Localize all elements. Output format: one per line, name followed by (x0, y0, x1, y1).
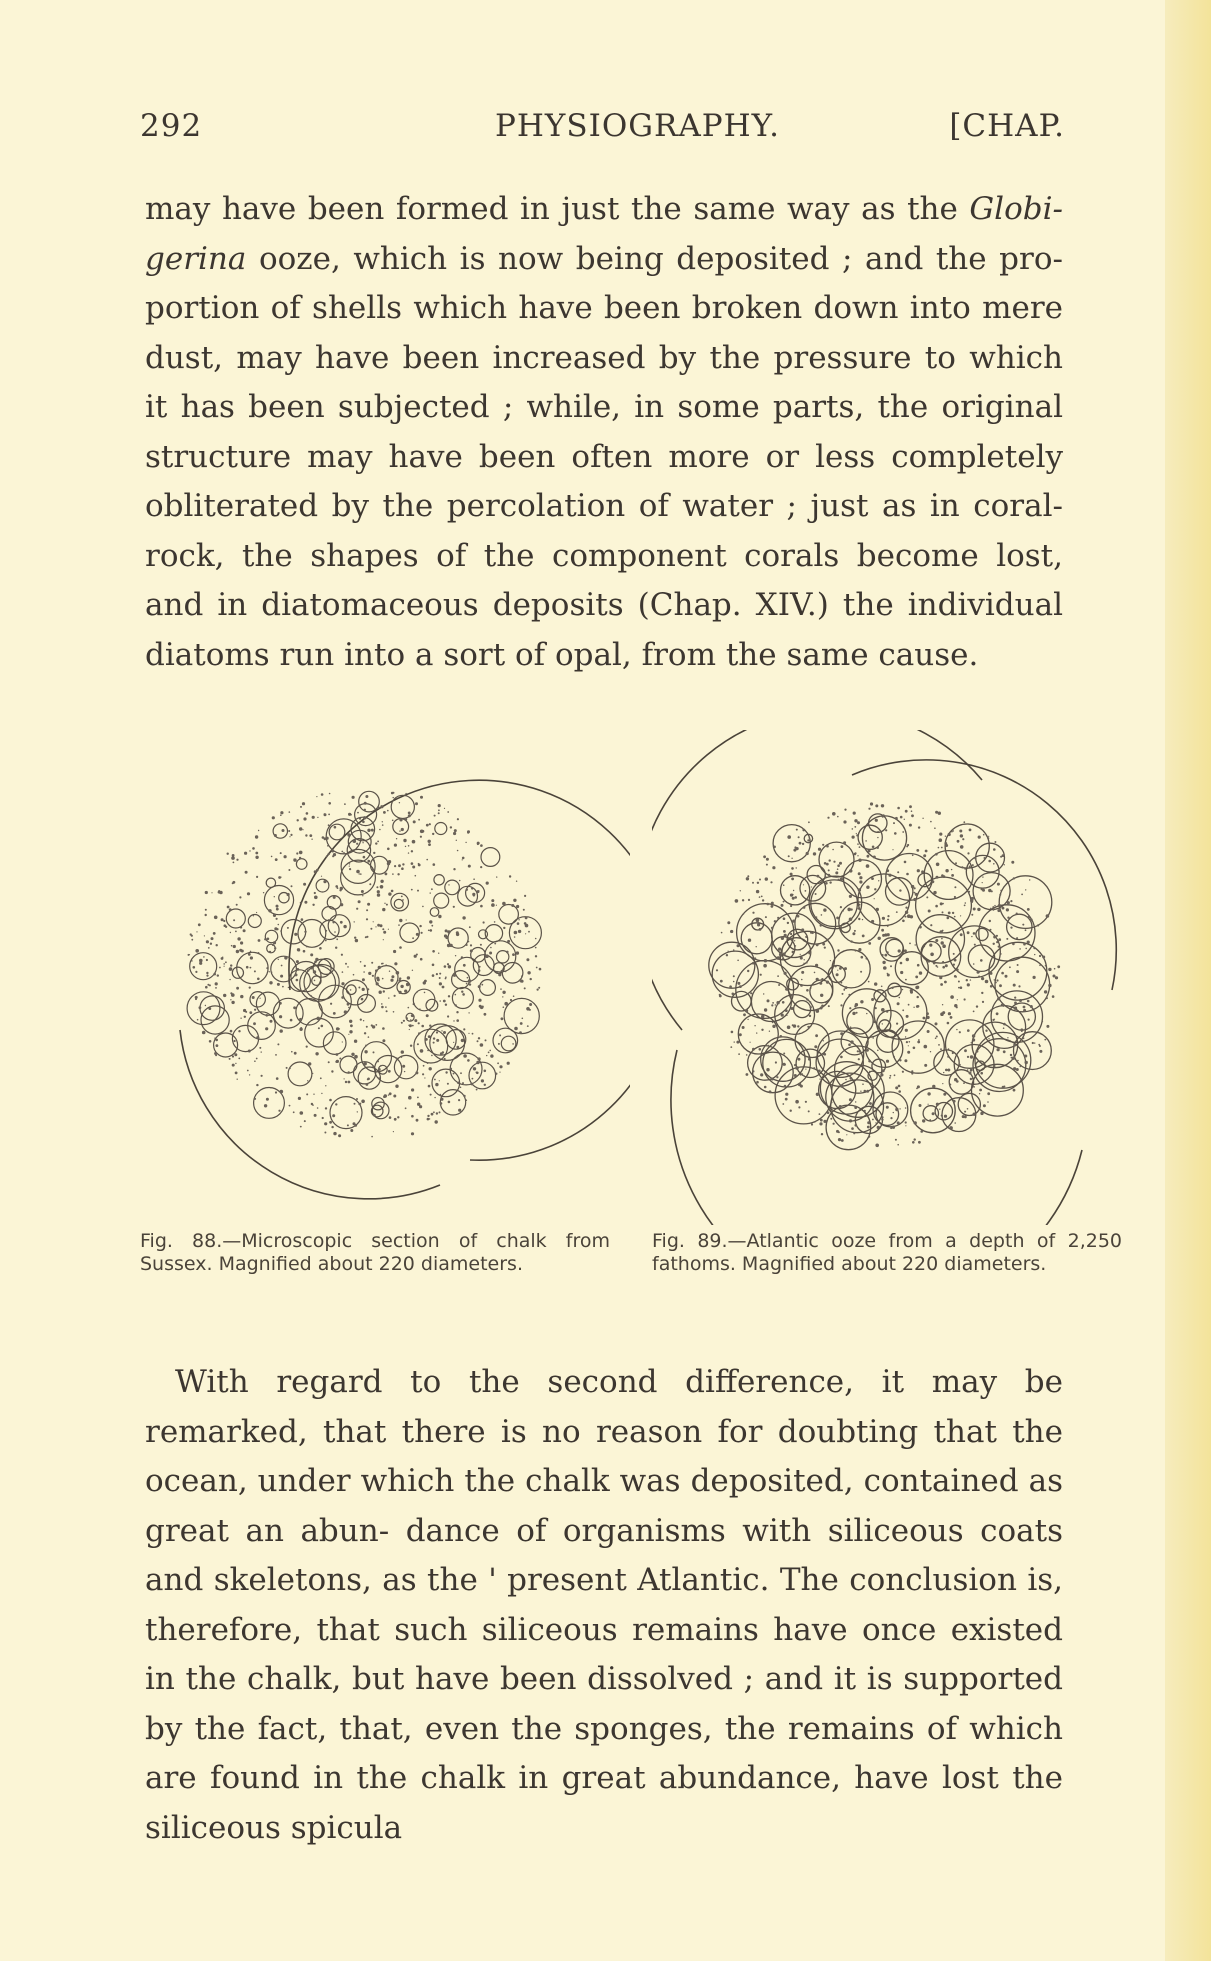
running-title: PHYSIOGRAPHY. (495, 108, 780, 144)
running-header (140, 108, 1065, 158)
paragraph-1-text-end: ooze, which is now being deposited ; and the pro- portion of shells which have been broken down into mere dust, may have been increased by the pressure to which it has been subjected ; while, in some parts, the original structure may have been often more or less completely obliterated by the percolation of water ; just as in coral- rock, the shapes of the component corals become lost, and in diatomaceous deposits (Chap. XIV.) the individual diatoms run into a sort of opal, from the same cause. (145, 240, 1063, 673)
figure-89 (652, 730, 1142, 1275)
figure-89-caption: Fig. 89.—Atlantic ooze from a depth of 2,250 fathoms. Magnified about 220 diameters. (652, 1230, 1122, 1275)
page-edge-shading (1165, 0, 1211, 1961)
paragraph-2: With regard to the second difference, it may be remarked, that there is no reason for doubting that the ocean, under which the chalk was deposited, contained as great an abun- dance of organisms with siliceous coats and skeletons, as the ' present Atlantic. The conclusion is, therefore, that such siliceous remains have once existed in the chalk, but have been dissolved ; and it is supported by the fact, that, even the sponges, the remains of which are found in the chalk in great abundance, have lost the siliceous spicula (145, 1364, 1063, 1846)
figure-88-caption: Fig. 88.—Microscopic section of chalk from Sussex. Magnified about 220 diameters. (140, 1230, 610, 1275)
chalk-section-illustration (140, 730, 630, 1225)
chapter-marker: [CHAP. (949, 108, 1065, 144)
paragraph-1-italic-term: Globi- gerina (145, 191, 1063, 277)
figure-88 (140, 730, 630, 1275)
atlantic-ooze-illustration (652, 730, 1142, 1225)
figures-row (140, 730, 1140, 1275)
paragraph-1 (145, 185, 1063, 680)
paragraph-1-text-start: may have been formed in just the same way as the (145, 191, 970, 227)
page-number: 292 (140, 108, 203, 144)
